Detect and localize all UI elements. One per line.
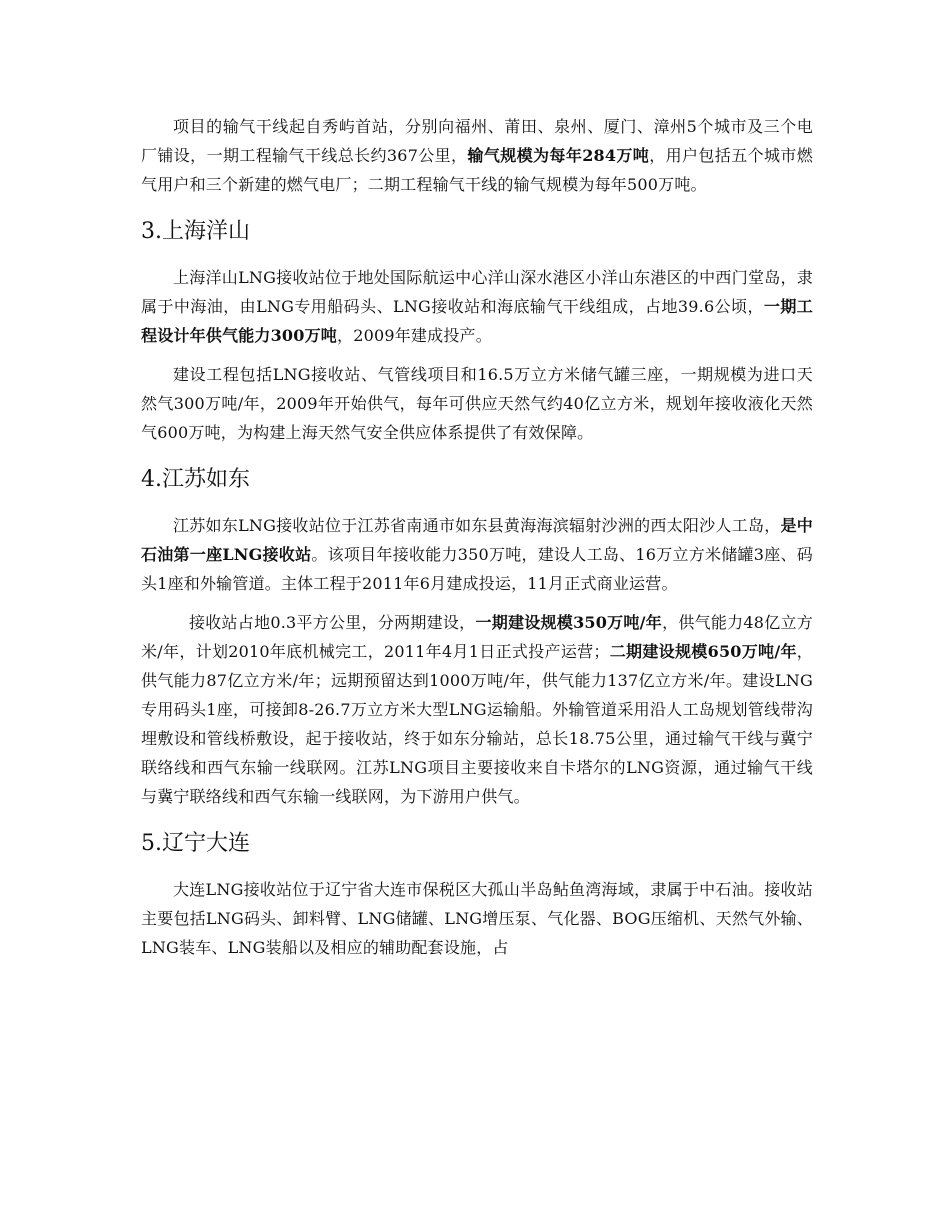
text-run: ，2009年建成投产。	[337, 326, 492, 345]
section-heading-shanghai: 3.上海洋山	[141, 219, 250, 244]
text-run: 。该项目年接收能力350万吨，建设人工岛、16万立方米储罐3座、码头1座和外输管道。主体工程于2011年6月建成投运，11月正式商业运营。	[141, 545, 813, 593]
section-heading-liaoning: 5.辽宁大连	[141, 831, 250, 856]
paragraph-shanghai-overview	[141, 263, 813, 350]
document-body	[141, 112, 813, 962]
text-run: ，供气能力48亿立方米/年，计划2010年底机械完工，2011年4月1日正式投产运营；	[141, 613, 814, 661]
text-run: 江苏如东LNG接收站位于江苏省南通市如东县黄海海滨辐射沙洲的西太阳沙人工岛，	[173, 516, 781, 535]
bold-text-run: 是中石油第一座LNG接收站	[141, 516, 813, 564]
bold-text-run: 输气规模为每年284万吨	[467, 146, 650, 165]
paragraph-liaoning-overview: 大连LNG接收站位于辽宁省大连市保税区大孤山半岛鲇鱼湾海域，隶属于中石油。接收站主要包括LNG码头、卸料臂、LNG储罐、LNG增压泵、气化器、BOG压缩机、天然气外输、LNG装车、LNG装船以及相应的辅助配套设施，占	[141, 880, 813, 957]
text-run: ，用户包括五个城市燃气用户和三个新建的燃气电厂；二期工程输气干线的输气规模为每年500万吨。	[141, 146, 813, 194]
paragraph-shanghai-construction: 建设工程包括LNG接收站、气管线项目和16.5万立方米储气罐三座，一期规模为进口天然气300万吨/年，2009年开始供气，每年可供应天然气约40亿立方米，规划年接收液化天然气600万吨，为构建上海天然气安全供应体系提供了有效保障。	[141, 365, 813, 442]
text-run: 接收站占地0.3平方公里，分两期建设，	[189, 613, 476, 632]
paragraph-jiangsu-overview	[141, 511, 813, 598]
text-run: 项目的输气干线起自秀屿首站，分别向福州、莆田、泉州、厦门、漳州5个城市及三个电厂铺设，一期工程输气干线总长约367公里，	[141, 117, 813, 165]
section-heading-jiangsu: 4.江苏如东	[141, 467, 250, 492]
paragraph-fujian-pipeline	[141, 112, 813, 199]
bold-text-run: 一期建设规模350万吨/年	[475, 613, 663, 632]
bold-text-run: 二期建设规模650万吨/年	[609, 642, 797, 661]
text-run: ，供气能力87亿立方米/年；远期预留达到1000万吨/年，供气能力137亿立方米/年。建设LNG专用码头1座，可接卸8-26.7万立方米大型LNG运输船。外输管道采用沿人工岛规划管线带沟埋敷设和管线桥敷设，起于接收站，终于如东分输站，总长18.75公里，通过输气干线与冀宁联络线和西气东输一线联网。江苏LNG项目主要接收来自卡塔尔的LNG资源，通过输气干线与冀宁联络线和西气东输一线联网，为下游用户供气。	[141, 642, 813, 806]
text-run: 上海洋山LNG接收站位于地处国际航运中心洋山深水港区小洋山东港区的中西门堂岛，隶属于中海油，由LNG专用船码头、LNG接收站和海底输气干线组成，占地39.6公顷，	[141, 268, 813, 316]
bold-text-run: 一期工程设计年供气能力300万吨	[141, 297, 813, 345]
paragraph-jiangsu-phases	[141, 608, 813, 811]
